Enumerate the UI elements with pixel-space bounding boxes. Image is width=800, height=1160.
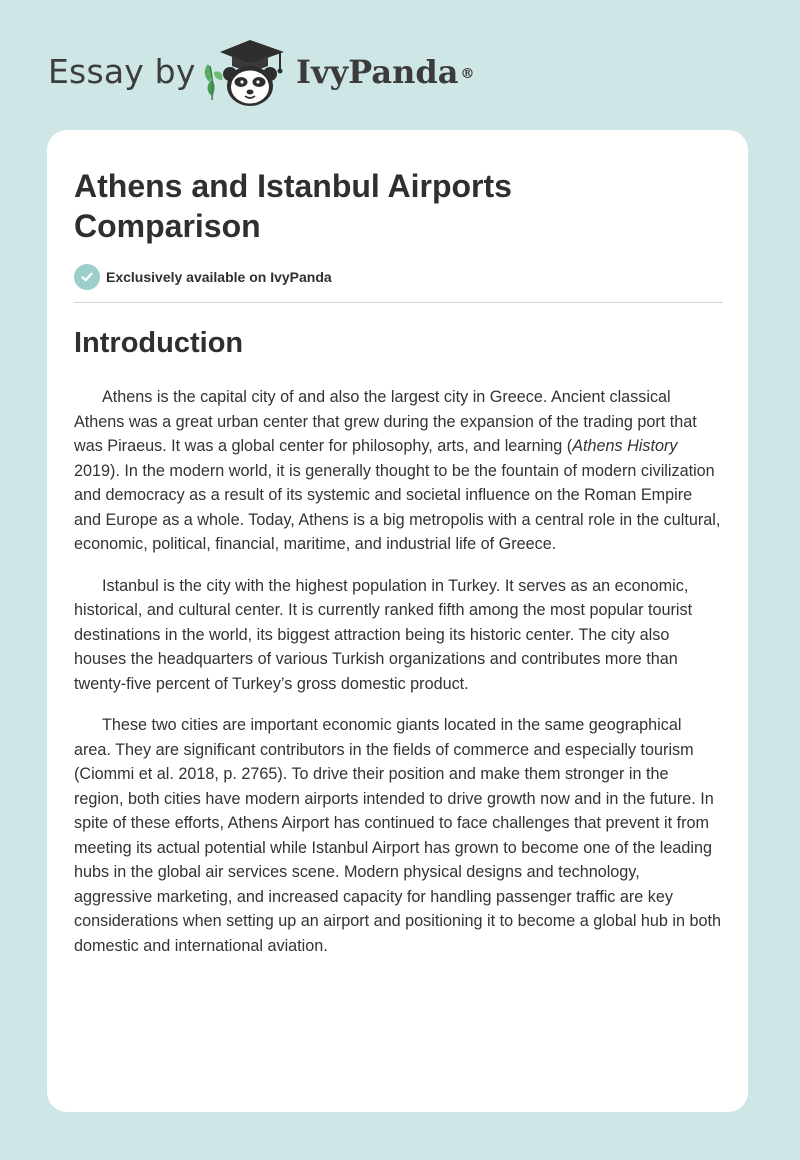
paragraph-1-text: Athens is the capital city of and also the largest city in Greece. Ancient classical Athens was a great urban center that grew during the expansion of the trading port that was Piraeus. It was a global center for philosophy, arts, and learning ( (74, 388, 697, 455)
panda-face-icon (223, 66, 277, 106)
brand-label: IvyPanda (296, 53, 459, 91)
essay-card (47, 130, 748, 1112)
section-heading-introduction: Introduction (74, 327, 244, 359)
registered-mark: ® (460, 66, 475, 82)
citation-athens-history: Athens History (572, 437, 678, 455)
divider (74, 302, 723, 303)
panda-graduate-logo-icon[interactable] (200, 36, 294, 108)
exclusive-badge (74, 264, 332, 290)
site-header (0, 0, 800, 130)
paragraph-3: These two cities are important economic giants located in the same geographical area. They are significant contributors in the fields of commerce and especially tourism (Ciommi et al. 2018, p. 2765). To drive their position and make them stronger in the region, both cities have modern airports intended to drive growth now and in the future. In spite of these efforts, Athens Airport has continued to face challenges that prevent it from meeting its actual potential while Istanbul Airport has grown to become one of the leading hubs in the global air services scene. Modern physical designs and technology, aggressive marketing, and increased capacity for handling passenger traffic are key considerations when setting up an airport and positioning it to become a global hub in both domestic and international aviation. (74, 716, 722, 955)
paragraph-2: Istanbul is the city with the highest population in Turkey. It serves as an economic, historical, and cultural center. It is currently ranked fifth among the most popular tourist destinations in the world, its biggest attraction being its historic center. The city also houses the headquarters of various Turkish organizations and contributes more than twenty-five percent of Turkey’s gross domestic product. (74, 576, 693, 693)
check-icon (74, 264, 100, 290)
brand-name[interactable] (296, 52, 474, 92)
paragraph-1-text-continued: 2019). In the modern world, it is generally thought to be the fountain of modern civilization and democracy as a result of its systemic and societal influence on the Roman Empire and Europe as a whole. Today, Athens is a big metropolis with a central role in the cultural, economic, political, financial, maritime, and industrial life of Greece. (74, 461, 721, 553)
article-body (74, 385, 722, 975)
essay-by-label: Essay by (48, 52, 196, 91)
essay-title: Athens and Istanbul Airports Comparison (74, 168, 512, 244)
paragraph-1 (74, 385, 722, 557)
ivy-leaf-icon (205, 64, 223, 100)
exclusive-label: Exclusively available on IvyPanda (106, 269, 332, 285)
